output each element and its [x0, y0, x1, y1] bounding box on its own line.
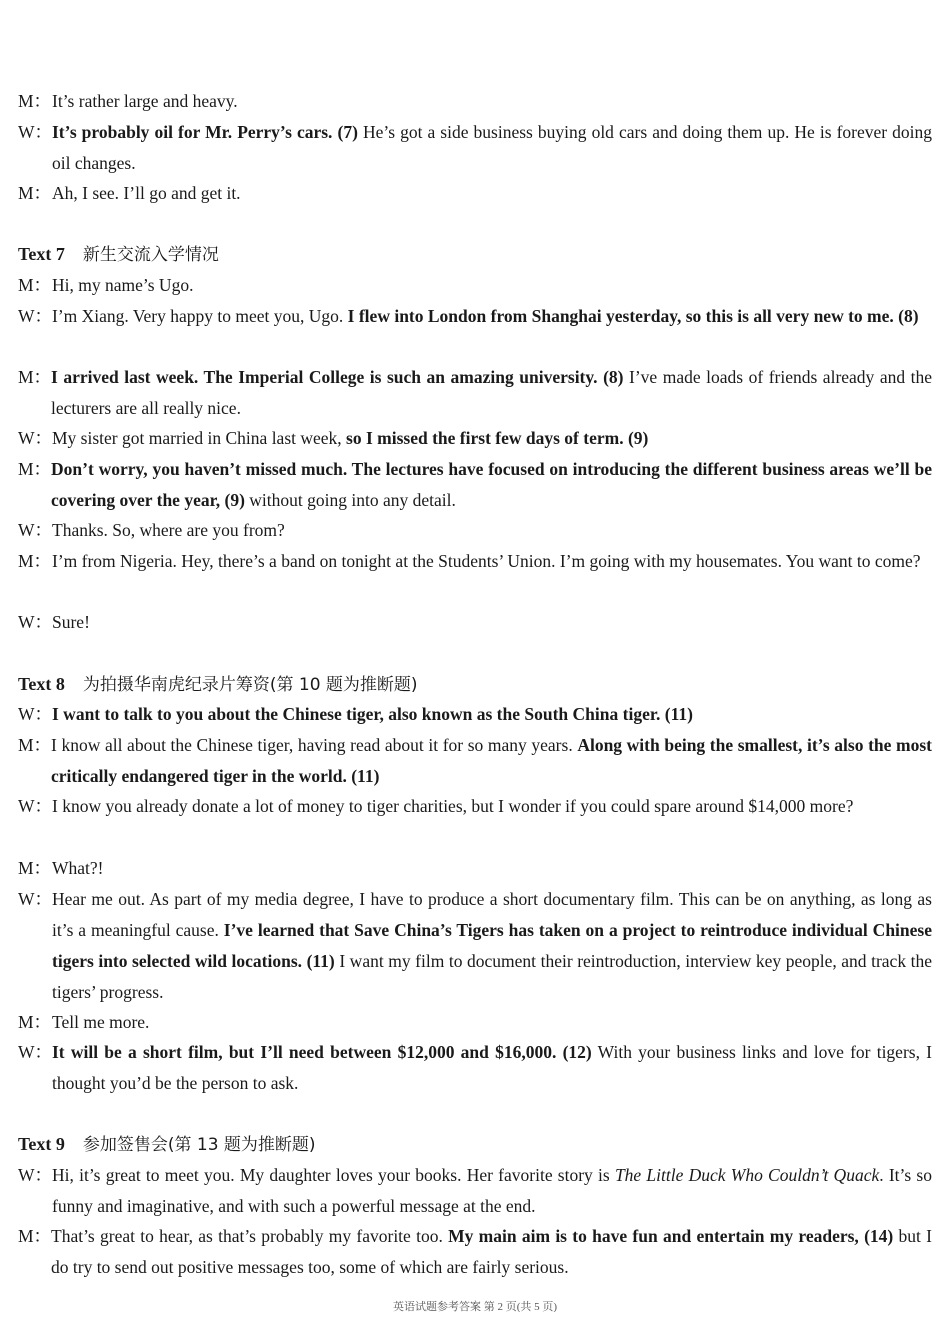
turn-text	[18, 270, 932, 301]
dialogue-turn	[18, 884, 932, 1008]
speaker-label: W：	[18, 520, 53, 540]
dialogue-turn	[18, 362, 932, 424]
dialogue-text: I’m from Nigeria. Hey, there’s a band on tonight at the Students’ Union. I’m going with my housemates. You want to come?	[52, 551, 921, 571]
speaker-label: M：	[18, 551, 52, 571]
turn-text	[18, 362, 932, 424]
turn-text	[18, 791, 932, 822]
page-footer: 英语试题参考答案 第 2 页(共 5 页)	[392, 1301, 558, 1312]
dialogue-text: Sure!	[52, 612, 90, 632]
dialogue-turn	[18, 699, 932, 730]
answer-evidence-text: Don’t worry, you haven’t missed much. The lectures have focused on introducing the different business areas we’ll be covering over the year, (9)	[51, 459, 932, 510]
speaker-label: W：	[18, 122, 53, 142]
speaker-label: M：	[18, 367, 52, 387]
speaker-label: W：	[18, 1042, 53, 1062]
turn-text	[18, 1007, 932, 1038]
dialogue-text: My sister got married in China last week,	[52, 428, 347, 448]
speaker-label: M：	[18, 183, 52, 203]
turn-text	[18, 607, 932, 638]
dialogue-turn	[18, 301, 932, 332]
dialogue-turn	[18, 1037, 932, 1099]
section-heading	[18, 240, 219, 269]
dialogue-turn	[18, 86, 932, 117]
section-heading	[18, 1130, 316, 1159]
speaker-label: M：	[18, 91, 52, 111]
speaker-label: M：	[18, 275, 52, 295]
dialogue-text: I know all about the Chinese tiger, having read about it for so many years.	[51, 735, 578, 755]
turn-text	[18, 515, 932, 546]
dialogue-text: Ah, I see. I’ll go and get it.	[52, 183, 241, 203]
turn-text	[18, 301, 932, 332]
speaker-label: W：	[18, 704, 53, 724]
section-title: 参加签售会(第 13 题为推断题)	[82, 1135, 316, 1155]
speaker-label: M：	[18, 1012, 52, 1032]
dialogue-text: Hi, my name’s Ugo.	[52, 275, 194, 295]
turn-text	[18, 884, 932, 1008]
dialogue-text: Hi, it’s great to meet you. My daughter loves your books. Her favorite story is	[52, 1165, 615, 1185]
answer-evidence-text: It will be a short film, but I’ll need between $12,000 and $16,000. (12)	[52, 1042, 592, 1062]
speaker-label: M：	[18, 1226, 52, 1246]
dialogue-turn	[18, 423, 932, 454]
section-title: 新生交流入学情况	[82, 245, 219, 265]
speaker-label: W：	[18, 889, 53, 909]
turn-text	[18, 178, 932, 209]
dialogue-text: I’ve made loads of friends already and the lecturers are all really nice.	[51, 367, 932, 418]
turn-text	[18, 546, 932, 577]
turn-text	[18, 1221, 932, 1283]
speaker-label: W：	[18, 612, 53, 632]
answer-evidence-text: I want to talk to you about the Chinese tiger, also known as the South China tiger. (11)	[52, 704, 693, 724]
dialogue-text: What?!	[52, 858, 104, 878]
turn-text	[18, 423, 932, 454]
dialogue-text: It’s rather large and heavy.	[52, 91, 238, 111]
section-number: Text 9	[18, 1134, 65, 1154]
speaker-label: W：	[18, 428, 53, 448]
dialogue-text: That’s great to hear, as that’s probably my favorite too.	[51, 1226, 449, 1246]
dialogue-turn	[18, 178, 932, 209]
turn-text	[18, 117, 932, 179]
speaker-label: M：	[18, 735, 52, 755]
dialogue-turn	[18, 730, 932, 792]
speaker-label: W：	[18, 796, 53, 816]
answer-evidence-text: I arrived last week. The Imperial College is such an amazing university. (8)	[51, 367, 624, 387]
dialogue-text: Tell me more.	[52, 1012, 150, 1032]
dialogue-turn	[18, 607, 932, 638]
speaker-label: W：	[18, 306, 53, 326]
dialogue-text: I’m Xiang. Very happy to meet you, Ugo.	[52, 306, 348, 326]
dialogue-text: I know you already donate a lot of money to tiger charities, but I wonder if you could spare around $14,000 more?	[52, 796, 854, 816]
dialogue-turn	[18, 270, 932, 301]
dialogue-text: . It’s so funny and imaginative, and with such a powerful message at the end.	[52, 1165, 932, 1216]
dialogue-text: He’s got a side business buying old cars and doing them up. He is forever doing oil changes.	[52, 122, 932, 173]
answer-evidence-text: I’ve learned that Save China’s Tigers has taken on a project to reintroduce individual Chinese tigers into selected wild locations. (11)	[52, 920, 932, 971]
turn-text	[18, 699, 932, 730]
answer-evidence-text: It’s probably oil for Mr. Perry’s cars. (7)	[52, 122, 358, 142]
answer-evidence-text: Along with being the smallest, it’s also the most critically endangered tiger in the world. (11)	[51, 735, 932, 786]
dialogue-turn	[18, 454, 932, 516]
dialogue-turn	[18, 791, 932, 822]
speaker-label: M：	[18, 858, 52, 878]
dialogue-text: Hear me out. As part of my media degree, I have to produce a short documentary film. This can be on anything, as long as it’s a meaningful cause.	[52, 889, 932, 940]
turn-text	[18, 454, 932, 516]
answer-evidence-text: My main aim is to have fun and entertain my readers, (14)	[448, 1226, 894, 1246]
section-number: Text 8	[18, 674, 65, 694]
dialogue-turn	[18, 1221, 932, 1283]
section-title: 为拍摄华南虎纪录片筹资(第 10 题为推断题)	[82, 675, 418, 695]
section-heading	[18, 670, 418, 699]
turn-text	[18, 1160, 932, 1222]
dialogue-text: but I do try to send out positive messages too, some of which are fairly serious.	[51, 1226, 932, 1277]
dialogue-turn	[18, 546, 932, 577]
dialogue-turn	[18, 117, 932, 179]
turn-text	[18, 86, 932, 117]
dialogue-text: I want my film to document their reintroduction, interview key people, and track the tigers’ progress.	[52, 951, 932, 1002]
section-number: Text 7	[18, 244, 65, 264]
dialogue-text: With your business links and love for tigers, I thought you’d be the person to ask.	[52, 1042, 933, 1093]
turn-text	[18, 730, 932, 792]
dialogue-turn	[18, 1007, 932, 1038]
dialogue-turn	[18, 853, 932, 884]
dialogue-text: without going into any detail.	[244, 490, 456, 510]
dialogue-text: Thanks. So, where are you from?	[52, 520, 285, 540]
answer-evidence-text: so I missed the first few days of term. (9)	[346, 428, 649, 448]
answer-evidence-text: I flew into London from Shanghai yesterday, so this is all very new to me. (8)	[347, 306, 919, 326]
dialogue-turn	[18, 515, 932, 546]
turn-text	[18, 1037, 932, 1099]
book-title-text: The Little Duck Who Couldn’t Quack	[614, 1165, 880, 1185]
speaker-label: M：	[18, 459, 52, 479]
turn-text	[18, 853, 932, 884]
speaker-label: W：	[18, 1165, 53, 1185]
dialogue-turn	[18, 1160, 932, 1222]
